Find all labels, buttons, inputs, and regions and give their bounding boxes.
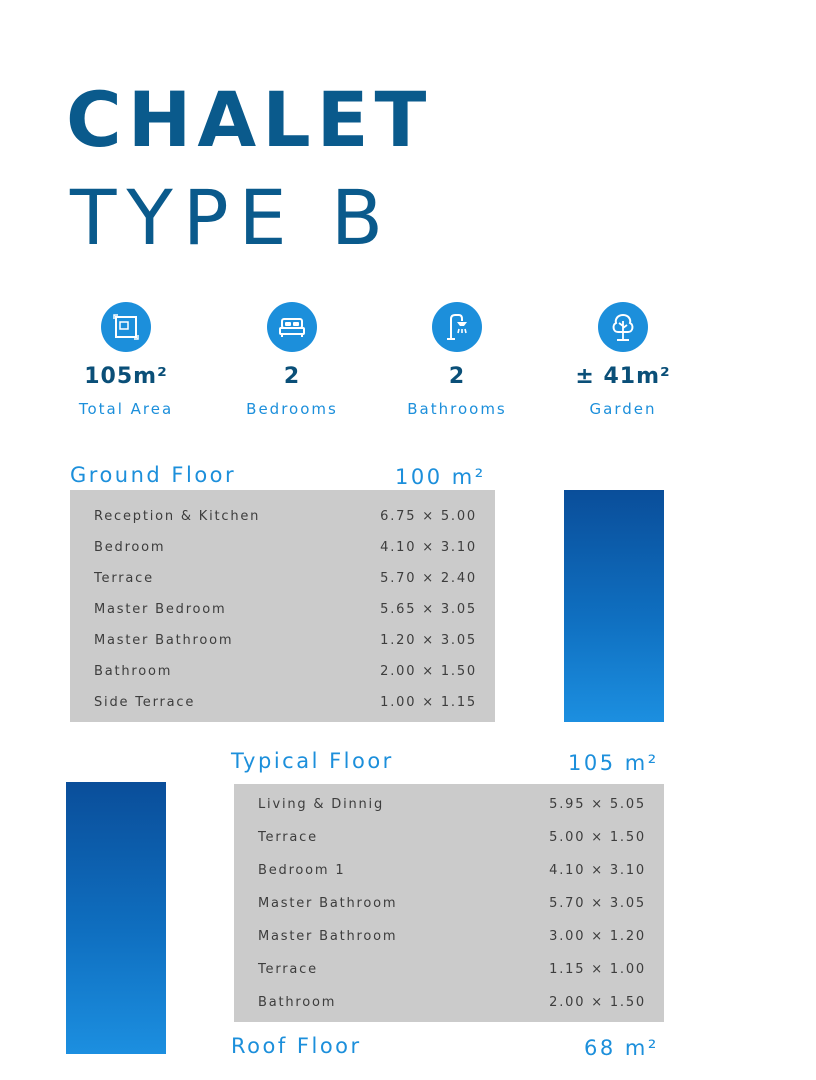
- room-dimensions: 2.00 × 1.50: [549, 995, 646, 1010]
- stat-label: Garden: [589, 400, 657, 418]
- room-dimensions: 6.75 × 5.00: [380, 509, 477, 524]
- room-dimensions: 3.00 × 1.20: [549, 929, 646, 944]
- stat-label: Bathrooms: [407, 400, 507, 418]
- room-name: Terrace: [94, 571, 154, 586]
- room-dimensions: 4.10 × 3.10: [380, 540, 477, 555]
- stat-label: Total Area: [78, 400, 174, 418]
- table-row: [70, 562, 495, 593]
- roof-floor-title: Roof Floor: [231, 1034, 362, 1058]
- table-row: [70, 624, 495, 655]
- ground-floor-title: Ground Floor: [70, 463, 237, 487]
- room-dimensions: 4.10 × 3.10: [549, 863, 646, 878]
- tree-icon: [598, 302, 648, 352]
- room-dimensions: 1.00 × 1.15: [380, 695, 477, 710]
- ground-floor-room-table: [70, 490, 495, 722]
- title-line-1: CHALET: [66, 75, 433, 164]
- table-row: [70, 655, 495, 686]
- room-name: Master Bathroom: [94, 633, 234, 648]
- ground-floor-area: 100 m²: [395, 465, 486, 489]
- room-name: Master Bathroom: [258, 896, 398, 911]
- stat-bedrooms: [217, 302, 367, 417]
- room-dimensions: 5.65 × 3.05: [380, 602, 477, 617]
- typical-floor-room-table: [234, 784, 664, 1022]
- room-dimensions: 5.70 × 2.40: [380, 571, 477, 586]
- roof-floor-area: 68 m²: [584, 1036, 659, 1060]
- table-row: [234, 920, 664, 951]
- room-name: Living & Dinnig: [258, 797, 385, 812]
- room-name: Side Terrace: [94, 695, 196, 710]
- floor-plan-icon: [101, 302, 151, 352]
- table-row: [234, 788, 664, 819]
- room-dimensions: 1.20 × 3.05: [380, 633, 477, 648]
- table-row: [70, 593, 495, 624]
- table-row: [234, 854, 664, 885]
- room-dimensions: 2.00 × 1.50: [380, 664, 477, 679]
- room-name: Terrace: [258, 962, 318, 977]
- room-name: Bedroom: [94, 540, 166, 555]
- typical-floor-accent-bar: [66, 782, 166, 1054]
- room-name: Reception & Kitchen: [94, 509, 261, 524]
- stat-garden: [548, 302, 698, 417]
- stat-label: Bedrooms: [246, 400, 338, 418]
- table-row: [70, 500, 495, 531]
- typical-floor-area: 105 m²: [568, 751, 659, 775]
- room-name: Master Bedroom: [94, 602, 227, 617]
- table-row: [234, 986, 664, 1017]
- bed-icon: [267, 302, 317, 352]
- stat-value: 2: [283, 364, 301, 389]
- ground-floor-accent-bar: [564, 490, 664, 722]
- room-dimensions: 5.70 × 3.05: [549, 896, 646, 911]
- room-dimensions: 5.00 × 1.50: [549, 830, 646, 845]
- table-row: [234, 821, 664, 852]
- room-name: Terrace: [258, 830, 318, 845]
- room-name: Bathroom: [258, 995, 337, 1010]
- typical-floor-title: Typical Floor: [231, 749, 394, 773]
- shower-icon: [432, 302, 482, 352]
- stat-bathrooms: [382, 302, 532, 417]
- stat-total-area: [51, 302, 201, 417]
- table-row: [70, 686, 495, 717]
- table-row: [70, 531, 495, 562]
- title-line-2: TYPE B: [70, 173, 393, 262]
- table-row: [234, 953, 664, 984]
- stat-value: 105m²: [84, 364, 168, 389]
- room-dimensions: 1.15 × 1.00: [549, 962, 646, 977]
- room-name: Master Bathroom: [258, 929, 398, 944]
- room-dimensions: 5.95 × 5.05: [549, 797, 646, 812]
- room-name: Bathroom: [94, 664, 173, 679]
- stat-value: 2: [448, 364, 466, 389]
- room-name: Bedroom 1: [258, 863, 346, 878]
- stat-value: ± 41m²: [575, 364, 671, 389]
- table-row: [234, 887, 664, 918]
